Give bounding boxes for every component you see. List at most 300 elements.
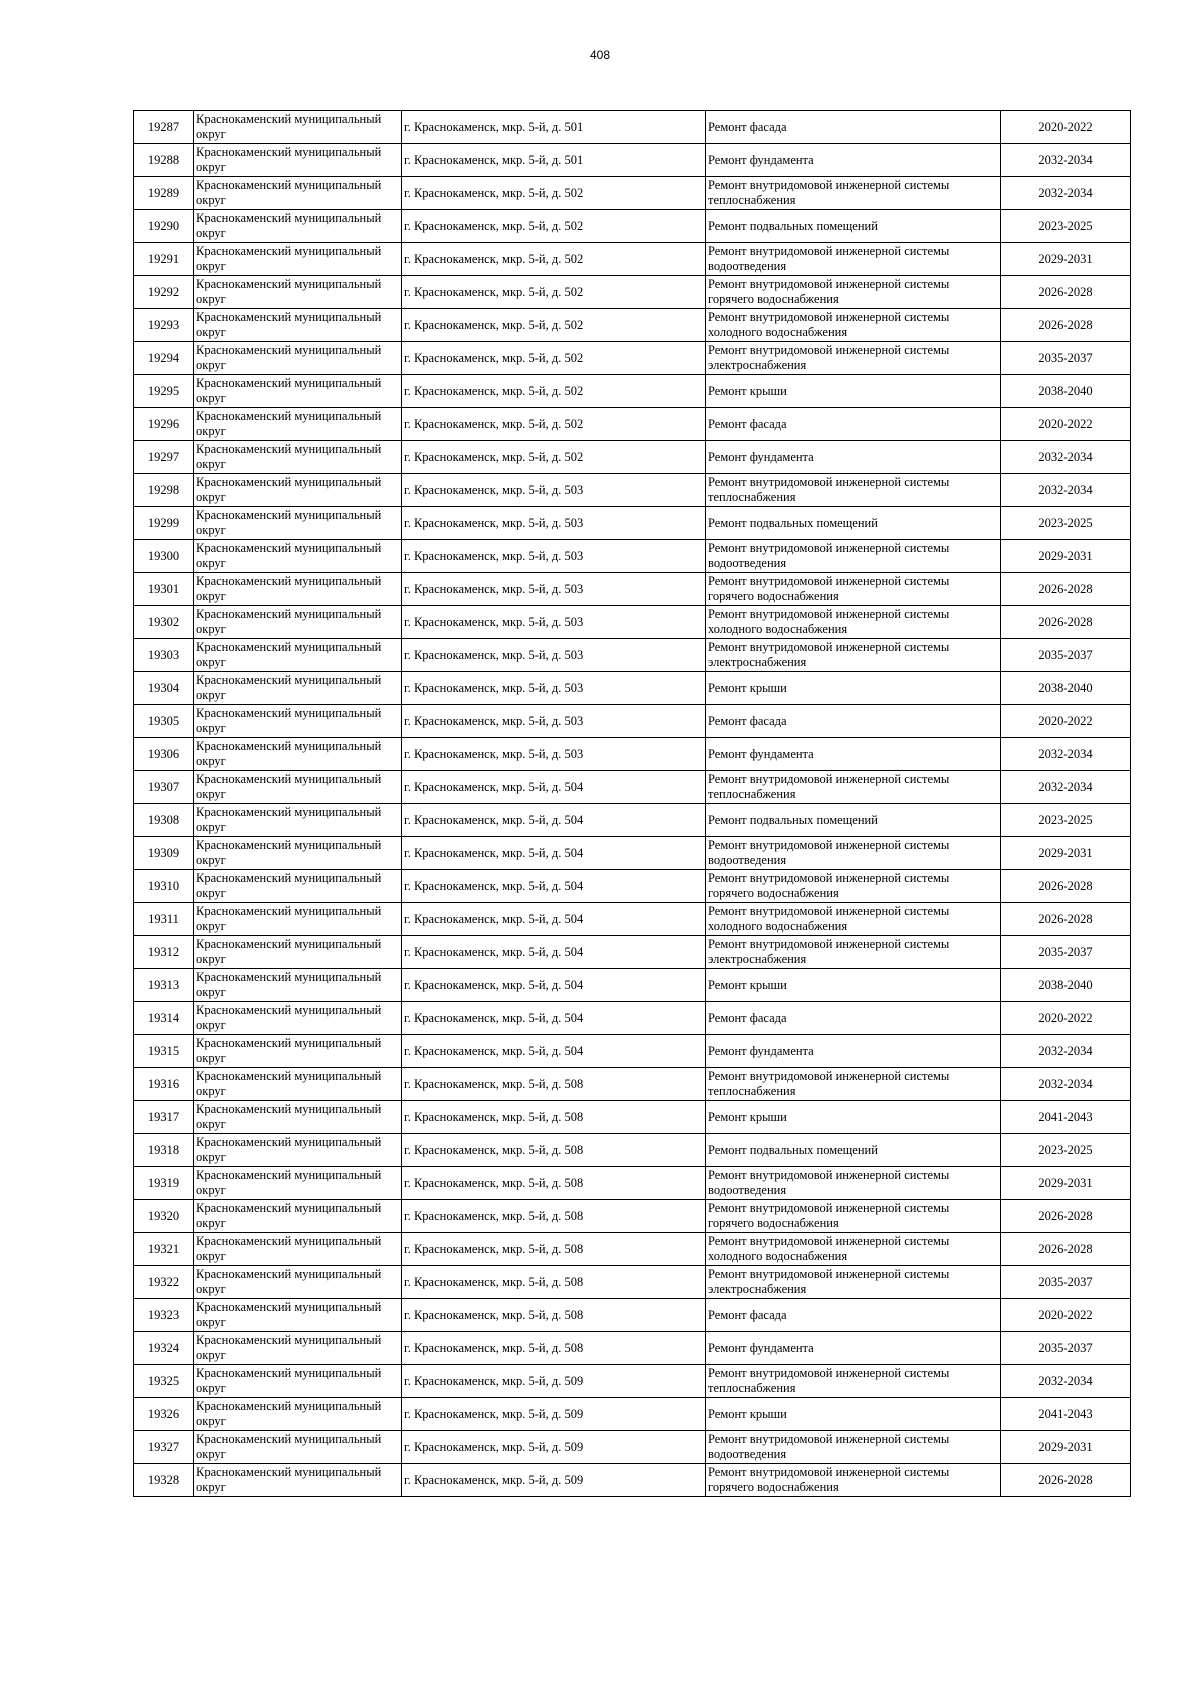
work-type-cell [706, 672, 1001, 705]
planned-period: 2020-2022 [1038, 1307, 1093, 1322]
municipality-cell [194, 1266, 402, 1299]
row-number: 19300 [147, 548, 180, 563]
municipality-cell [194, 1200, 402, 1233]
municipality-cell [194, 1101, 402, 1134]
municipality-cell [194, 606, 402, 639]
building-address: г. Краснокаменск, мкр. 5-й, д. 502 [404, 251, 584, 266]
table-row [134, 507, 1131, 540]
planned-period: 2029-2031 [1038, 1439, 1093, 1454]
municipality-name: Краснокаменский муниципальный округ [196, 508, 382, 537]
work-type-cell [706, 210, 1001, 243]
row-number: 19307 [147, 779, 180, 794]
row-number-cell [134, 1431, 194, 1464]
row-number-cell [134, 441, 194, 474]
planned-period: 2020-2022 [1038, 1010, 1093, 1025]
building-address: г. Краснокаменск, мкр. 5-й, д. 503 [404, 647, 584, 662]
building-address: г. Краснокаменск, мкр. 5-й, д. 502 [404, 284, 584, 299]
table-row [134, 1002, 1131, 1035]
municipality-cell [194, 375, 402, 408]
work-type: Ремонт крыши [708, 383, 787, 398]
building-address: г. Краснокаменск, мкр. 5-й, д. 503 [404, 581, 584, 596]
row-number: 19303 [147, 647, 180, 662]
table-row [134, 1464, 1131, 1497]
municipality-cell [194, 1233, 402, 1266]
planned-period: 2026-2028 [1038, 1241, 1093, 1256]
row-number-cell [134, 837, 194, 870]
table-row [134, 1332, 1131, 1365]
table-row [134, 804, 1131, 837]
work-type-cell [706, 1398, 1001, 1431]
table-row [134, 903, 1131, 936]
planned-period: 2026-2028 [1038, 317, 1093, 332]
work-type: Ремонт внутридомовой инженерной системы теплоснабжения [708, 475, 950, 504]
work-type: Ремонт фасада [708, 713, 787, 728]
municipality-cell [194, 738, 402, 771]
work-type-cell [706, 969, 1001, 1002]
planned-period: 2026-2028 [1038, 1472, 1093, 1487]
table-row [134, 342, 1131, 375]
building-address: г. Краснокаменск, мкр. 5-й, д. 504 [404, 812, 584, 827]
work-type-cell [706, 903, 1001, 936]
address-cell [402, 1068, 706, 1101]
period-cell [1001, 936, 1131, 969]
period-cell [1001, 1200, 1131, 1233]
municipality-cell [194, 573, 402, 606]
period-cell [1001, 837, 1131, 870]
municipality-cell [194, 1431, 402, 1464]
address-cell [402, 507, 706, 540]
address-cell [402, 474, 706, 507]
table-row [134, 309, 1131, 342]
building-address: г. Краснокаменск, мкр. 5-й, д. 504 [404, 944, 584, 959]
municipality-cell [194, 474, 402, 507]
work-type: Ремонт внутридомовой инженерной системы холодного водоснабжения [708, 904, 950, 933]
municipality-name: Краснокаменский муниципальный округ [196, 739, 382, 768]
planned-period: 2032-2034 [1038, 482, 1093, 497]
municipality-name: Краснокаменский муниципальный округ [196, 1465, 382, 1494]
table-row [134, 1200, 1131, 1233]
address-cell [402, 969, 706, 1002]
building-address: г. Краснокаменск, мкр. 5-й, д. 508 [404, 1076, 584, 1091]
municipality-name: Краснокаменский муниципальный округ [196, 409, 382, 438]
work-type-cell [706, 573, 1001, 606]
municipality-name: Краснокаменский муниципальный округ [196, 574, 382, 603]
building-address: г. Краснокаменск, мкр. 5-й, д. 509 [404, 1472, 584, 1487]
row-number: 19311 [148, 911, 179, 926]
work-type-cell [706, 276, 1001, 309]
planned-period: 2035-2037 [1038, 1274, 1093, 1289]
building-address: г. Краснокаменск, мкр. 5-й, д. 503 [404, 680, 584, 695]
work-type-cell [706, 1266, 1001, 1299]
municipality-name: Краснокаменский муниципальный округ [196, 112, 382, 141]
row-number-cell [134, 474, 194, 507]
period-cell [1001, 1398, 1131, 1431]
address-cell [402, 705, 706, 738]
address-cell [402, 837, 706, 870]
table-row [134, 639, 1131, 672]
work-type-cell [706, 1200, 1001, 1233]
table-row [134, 1035, 1131, 1068]
municipality-name: Краснокаменский муниципальный округ [196, 376, 382, 405]
municipality-name: Краснокаменский муниципальный округ [196, 211, 382, 240]
building-address: г. Краснокаменск, мкр. 5-й, д. 504 [404, 845, 584, 860]
work-type: Ремонт внутридомовой инженерной системы теплоснабжения [708, 1366, 950, 1395]
row-number: 19299 [147, 515, 180, 530]
address-cell [402, 738, 706, 771]
work-type: Ремонт фундамента [708, 152, 814, 167]
work-type-cell [706, 705, 1001, 738]
building-address: г. Краснокаменск, мкр. 5-й, д. 504 [404, 878, 584, 893]
period-cell [1001, 1299, 1131, 1332]
planned-period: 2032-2034 [1038, 449, 1093, 464]
municipality-name: Краснокаменский муниципальный округ [196, 1300, 382, 1329]
row-number: 19287 [147, 119, 180, 134]
address-cell [402, 177, 706, 210]
work-type-cell [706, 837, 1001, 870]
municipality-cell [194, 441, 402, 474]
building-address: г. Краснокаменск, мкр. 5-й, д. 504 [404, 779, 584, 794]
work-type: Ремонт внутридомовой инженерной системы электроснабжения [708, 640, 950, 669]
planned-period: 2029-2031 [1038, 1175, 1093, 1190]
work-type-cell [706, 804, 1001, 837]
planned-period: 2041-2043 [1038, 1109, 1093, 1124]
work-type: Ремонт внутридомовой инженерной системы водоотведения [708, 244, 950, 273]
address-cell [402, 1464, 706, 1497]
planned-period: 2026-2028 [1038, 911, 1093, 926]
address-cell [402, 1134, 706, 1167]
work-type: Ремонт внутридомовой инженерной системы горячего водоснабжения [708, 574, 950, 603]
planned-period: 2032-2034 [1038, 746, 1093, 761]
row-number: 19315 [147, 1043, 180, 1058]
table-row [134, 936, 1131, 969]
work-type-cell [706, 1365, 1001, 1398]
municipality-name: Краснокаменский муниципальный округ [196, 310, 382, 339]
work-type: Ремонт внутридомовой инженерной системы горячего водоснабжения [708, 871, 950, 900]
work-type: Ремонт фундамента [708, 1340, 814, 1355]
page-number: 408 [589, 48, 611, 62]
municipality-cell [194, 672, 402, 705]
municipality-name: Краснокаменский муниципальный округ [196, 1102, 382, 1131]
work-type-cell [706, 309, 1001, 342]
period-cell [1001, 474, 1131, 507]
row-number: 19312 [147, 944, 180, 959]
municipality-name: Краснокаменский муниципальный округ [196, 145, 382, 174]
address-cell [402, 210, 706, 243]
row-number: 19310 [147, 878, 180, 893]
address-cell [402, 936, 706, 969]
row-number-cell [134, 573, 194, 606]
row-number-cell [134, 375, 194, 408]
row-number: 19301 [147, 581, 180, 596]
address-cell [402, 672, 706, 705]
table-row [134, 1167, 1131, 1200]
table-row [134, 144, 1131, 177]
planned-period: 2032-2034 [1038, 185, 1093, 200]
address-cell [402, 144, 706, 177]
table-row [134, 1233, 1131, 1266]
planned-period: 2026-2028 [1038, 284, 1093, 299]
row-number: 19325 [147, 1373, 180, 1388]
row-number-cell [134, 1134, 194, 1167]
municipality-name: Краснокаменский муниципальный округ [196, 1366, 382, 1395]
work-type-cell [706, 408, 1001, 441]
row-number: 19294 [147, 350, 180, 365]
work-type: Ремонт фундамента [708, 449, 814, 464]
planned-period: 2035-2037 [1038, 647, 1093, 662]
work-type: Ремонт крыши [708, 680, 787, 695]
period-cell [1001, 375, 1131, 408]
table-row [134, 540, 1131, 573]
table-row [134, 1398, 1131, 1431]
planned-period: 2038-2040 [1038, 680, 1093, 695]
municipality-cell [194, 1002, 402, 1035]
work-type: Ремонт внутридомовой инженерной системы электроснабжения [708, 1267, 950, 1296]
work-type-cell [706, 507, 1001, 540]
period-cell [1001, 672, 1131, 705]
period-cell [1001, 573, 1131, 606]
work-type-cell [706, 1002, 1001, 1035]
row-number-cell [134, 1266, 194, 1299]
building-address: г. Краснокаменск, мкр. 5-й, д. 508 [404, 1340, 584, 1355]
work-type: Ремонт фундамента [708, 1043, 814, 1058]
row-number-cell [134, 1398, 194, 1431]
work-type-cell [706, 243, 1001, 276]
planned-period: 2032-2034 [1038, 1373, 1093, 1388]
row-number-cell [134, 870, 194, 903]
period-cell [1001, 177, 1131, 210]
planned-period: 2026-2028 [1038, 878, 1093, 893]
work-type-cell [706, 1464, 1001, 1497]
work-type-cell [706, 1134, 1001, 1167]
municipality-cell [194, 903, 402, 936]
municipality-cell [194, 540, 402, 573]
row-number-cell [134, 210, 194, 243]
period-cell [1001, 1167, 1131, 1200]
table-row [134, 1134, 1131, 1167]
work-type: Ремонт внутридомовой инженерной системы горячего водоснабжения [708, 1201, 950, 1230]
row-number: 19302 [147, 614, 180, 629]
row-number: 19298 [147, 482, 180, 497]
municipality-name: Краснокаменский муниципальный округ [196, 475, 382, 504]
building-address: г. Краснокаменск, мкр. 5-й, д. 508 [404, 1142, 584, 1157]
planned-period: 2032-2034 [1038, 152, 1093, 167]
building-address: г. Краснокаменск, мкр. 5-й, д. 508 [404, 1274, 584, 1289]
table-row [134, 573, 1131, 606]
work-type-cell [706, 936, 1001, 969]
municipality-name: Краснокаменский муниципальный округ [196, 178, 382, 207]
row-number-cell [134, 144, 194, 177]
row-number: 19323 [147, 1307, 180, 1322]
work-type-cell [706, 1035, 1001, 1068]
row-number-cell [134, 309, 194, 342]
period-cell [1001, 1464, 1131, 1497]
period-cell [1001, 540, 1131, 573]
work-type-cell [706, 606, 1001, 639]
planned-period: 2038-2040 [1038, 977, 1093, 992]
table-row [134, 1266, 1131, 1299]
work-type-cell [706, 177, 1001, 210]
work-type-cell [706, 1299, 1001, 1332]
municipality-name: Краснокаменский муниципальный округ [196, 1333, 382, 1362]
row-number: 19320 [147, 1208, 180, 1223]
municipality-name: Краснокаменский муниципальный округ [196, 970, 382, 999]
row-number-cell [134, 111, 194, 144]
table-row [134, 408, 1131, 441]
municipality-cell [194, 1365, 402, 1398]
planned-period: 2029-2031 [1038, 251, 1093, 266]
municipality-cell [194, 1167, 402, 1200]
work-type-cell [706, 144, 1001, 177]
row-number: 19316 [147, 1076, 180, 1091]
address-cell [402, 441, 706, 474]
work-type: Ремонт подвальных помещений [708, 1142, 878, 1157]
row-number-cell [134, 177, 194, 210]
municipality-name: Краснокаменский муниципальный округ [196, 1267, 382, 1296]
municipality-cell [194, 837, 402, 870]
table-row [134, 474, 1131, 507]
row-number-cell [134, 606, 194, 639]
row-number: 19292 [147, 284, 180, 299]
building-address: г. Краснокаменск, мкр. 5-й, д. 503 [404, 515, 584, 530]
period-cell [1001, 144, 1131, 177]
building-address: г. Краснокаменск, мкр. 5-й, д. 503 [404, 614, 584, 629]
planned-period: 2038-2040 [1038, 383, 1093, 398]
row-number-cell [134, 771, 194, 804]
municipality-name: Краснокаменский муниципальный округ [196, 1399, 382, 1428]
work-type-cell [706, 1431, 1001, 1464]
row-number: 19290 [147, 218, 180, 233]
row-number: 19313 [147, 977, 180, 992]
period-cell [1001, 309, 1131, 342]
municipality-name: Краснокаменский муниципальный округ [196, 640, 382, 669]
building-address: г. Краснокаменск, мкр. 5-й, д. 508 [404, 1241, 584, 1256]
row-number-cell [134, 507, 194, 540]
row-number-cell [134, 936, 194, 969]
table-row [134, 1365, 1131, 1398]
row-number: 19318 [147, 1142, 180, 1157]
work-type-cell [706, 342, 1001, 375]
work-type: Ремонт внутридомовой инженерной системы теплоснабжения [708, 772, 950, 801]
municipality-name: Краснокаменский муниципальный округ [196, 673, 382, 702]
period-cell [1001, 1332, 1131, 1365]
row-number-cell [134, 738, 194, 771]
building-address: г. Краснокаменск, мкр. 5-й, д. 508 [404, 1109, 584, 1124]
row-number: 19289 [147, 185, 180, 200]
row-number-cell [134, 1299, 194, 1332]
row-number-cell [134, 804, 194, 837]
table-row [134, 210, 1131, 243]
municipality-cell [194, 177, 402, 210]
row-number-cell [134, 969, 194, 1002]
planned-period: 2032-2034 [1038, 779, 1093, 794]
building-address: г. Краснокаменск, мкр. 5-й, д. 501 [404, 152, 584, 167]
capital-repair-table [133, 110, 1131, 1497]
table-row [134, 870, 1131, 903]
planned-period: 2035-2037 [1038, 944, 1093, 959]
municipality-name: Краснокаменский муниципальный округ [196, 706, 382, 735]
period-cell [1001, 738, 1131, 771]
work-type: Ремонт внутридомовой инженерной системы водоотведения [708, 541, 950, 570]
row-number-cell [134, 1332, 194, 1365]
municipality-name: Краснокаменский муниципальный округ [196, 1432, 382, 1461]
planned-period: 2032-2034 [1038, 1043, 1093, 1058]
address-cell [402, 1332, 706, 1365]
building-address: г. Краснокаменск, мкр. 5-й, д. 502 [404, 383, 584, 398]
municipality-name: Краснокаменский муниципальный округ [196, 772, 382, 801]
address-cell [402, 1365, 706, 1398]
row-number-cell [134, 342, 194, 375]
building-address: г. Краснокаменск, мкр. 5-й, д. 502 [404, 185, 584, 200]
period-cell [1001, 639, 1131, 672]
row-number-cell [134, 672, 194, 705]
period-cell [1001, 903, 1131, 936]
planned-period: 2020-2022 [1038, 713, 1093, 728]
planned-period: 2023-2025 [1038, 1142, 1093, 1157]
municipality-cell [194, 771, 402, 804]
municipality-cell [194, 1299, 402, 1332]
work-type-cell [706, 1167, 1001, 1200]
address-cell [402, 1101, 706, 1134]
planned-period: 2026-2028 [1038, 1208, 1093, 1223]
municipality-cell [194, 111, 402, 144]
work-type: Ремонт внутридомовой инженерной системы горячего водоснабжения [708, 277, 950, 306]
row-number: 19305 [147, 713, 180, 728]
work-type: Ремонт внутридомовой инженерной системы электроснабжения [708, 343, 950, 372]
address-cell [402, 342, 706, 375]
building-address: г. Краснокаменск, мкр. 5-й, д. 508 [404, 1208, 584, 1223]
municipality-cell [194, 936, 402, 969]
work-type-cell [706, 1233, 1001, 1266]
work-type: Ремонт внутридомовой инженерной системы водоотведения [708, 838, 950, 867]
building-address: г. Краснокаменск, мкр. 5-й, д. 504 [404, 1010, 584, 1025]
address-cell [402, 1398, 706, 1431]
municipality-cell [194, 1464, 402, 1497]
address-cell [402, 1299, 706, 1332]
table-row [134, 969, 1131, 1002]
municipality-name: Краснокаменский муниципальный округ [196, 277, 382, 306]
municipality-cell [194, 1035, 402, 1068]
work-type: Ремонт подвальных помещений [708, 218, 878, 233]
building-address: г. Краснокаменск, мкр. 5-й, д. 504 [404, 1043, 584, 1058]
municipality-name: Краснокаменский муниципальный округ [196, 1003, 382, 1032]
building-address: г. Краснокаменск, мкр. 5-й, д. 501 [404, 119, 584, 134]
row-number-cell [134, 1200, 194, 1233]
address-cell [402, 1431, 706, 1464]
work-type-cell [706, 639, 1001, 672]
row-number: 19309 [147, 845, 180, 860]
work-type: Ремонт внутридомовой инженерной системы холодного водоснабжения [708, 310, 950, 339]
work-type: Ремонт внутридомовой инженерной системы теплоснабжения [708, 178, 950, 207]
address-cell [402, 903, 706, 936]
municipality-name: Краснокаменский муниципальный округ [196, 1201, 382, 1230]
work-type: Ремонт фасада [708, 119, 787, 134]
table-row [134, 738, 1131, 771]
municipality-cell [194, 804, 402, 837]
row-number: 19317 [147, 1109, 180, 1124]
work-type-cell [706, 1332, 1001, 1365]
row-number-cell [134, 1233, 194, 1266]
work-type: Ремонт крыши [708, 1109, 787, 1124]
building-address: г. Краснокаменск, мкр. 5-й, д. 502 [404, 317, 584, 332]
row-number: 19308 [147, 812, 180, 827]
building-address: г. Краснокаменск, мкр. 5-й, д. 502 [404, 350, 584, 365]
work-type: Ремонт внутридомовой инженерной системы водоотведения [708, 1168, 950, 1197]
period-cell [1001, 1233, 1131, 1266]
period-cell [1001, 276, 1131, 309]
address-cell [402, 1233, 706, 1266]
row-number: 19327 [147, 1439, 180, 1454]
period-cell [1001, 1101, 1131, 1134]
